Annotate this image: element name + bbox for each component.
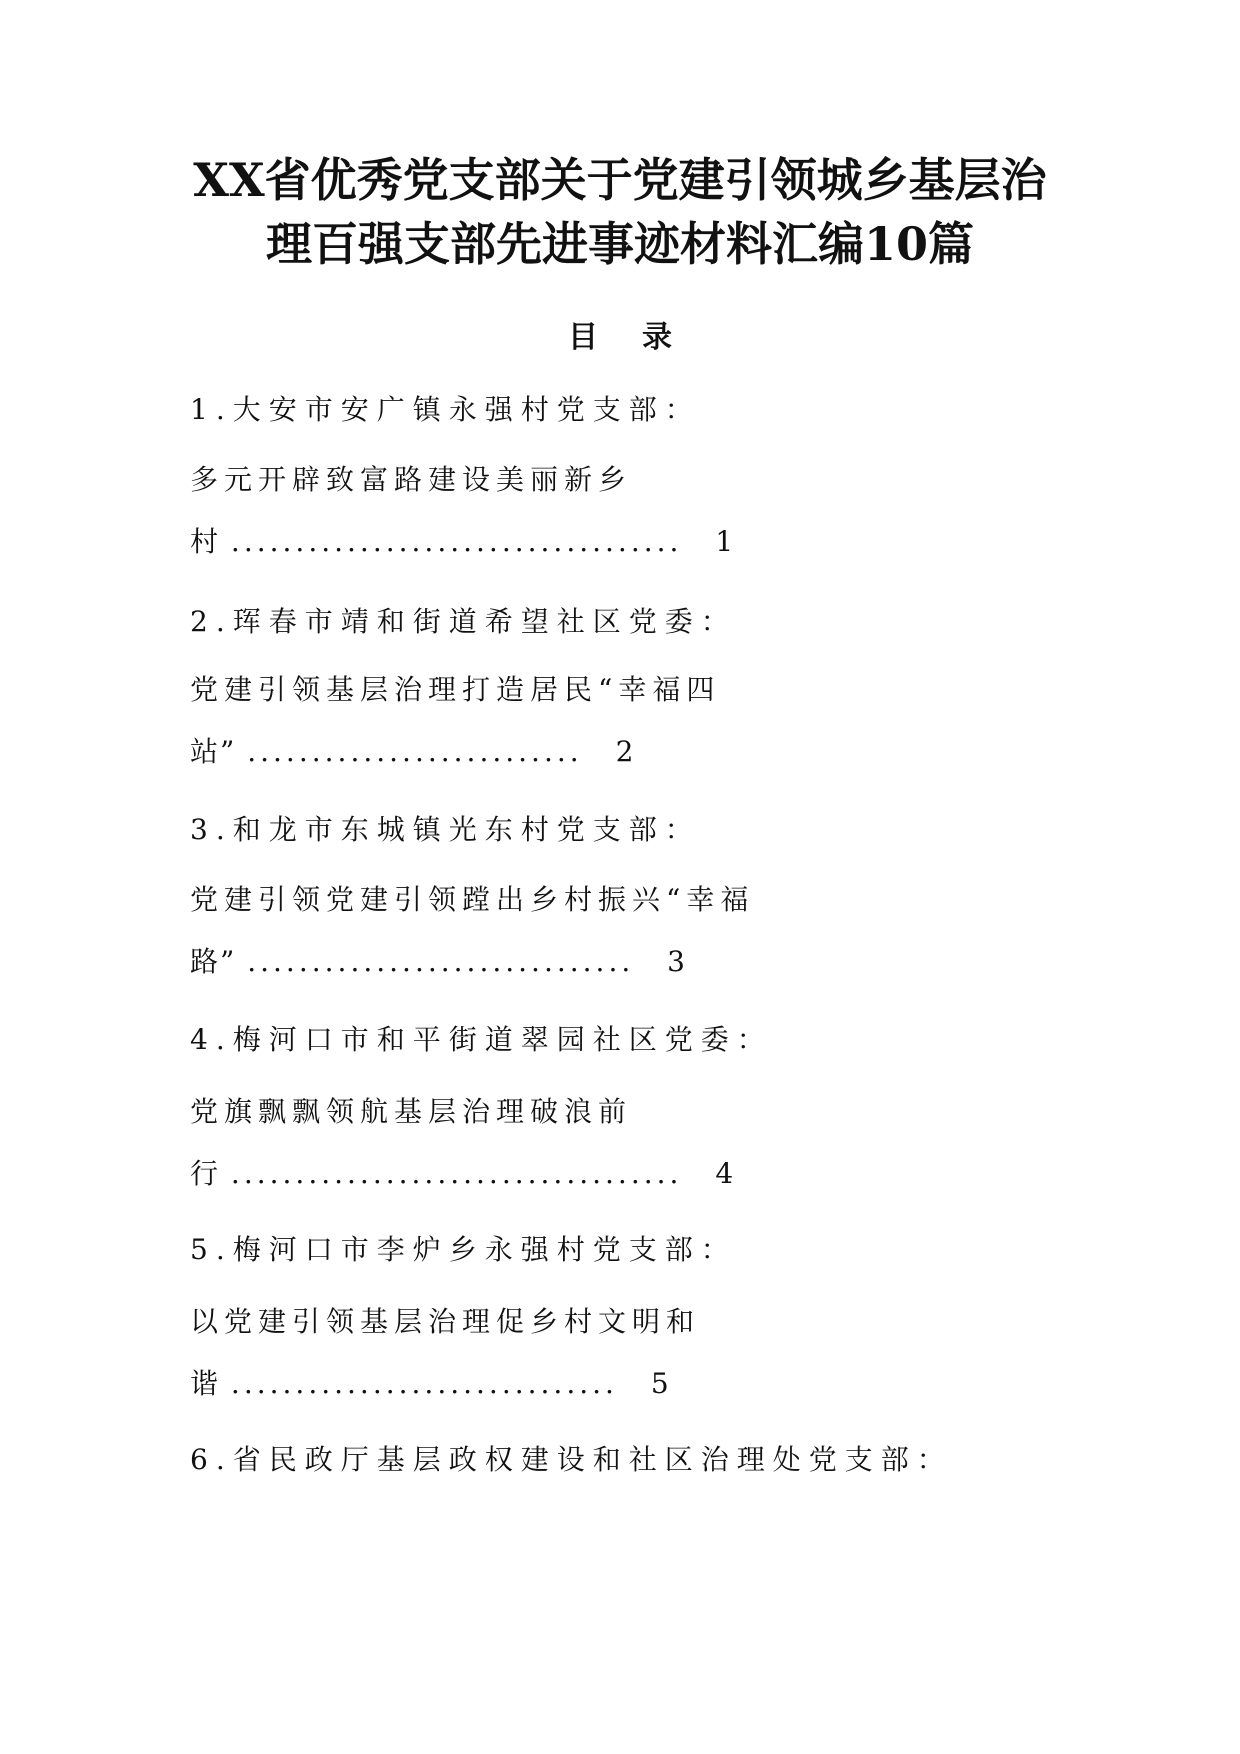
toc-entry-1-page-number: 1 xyxy=(715,525,734,558)
toc-entry-4-org: 4.梅河口市和平街道翠园社区党委： xyxy=(190,1023,773,1056)
toc-entry-5-title[interactable]: 以党建引领基层治理促乡村文明和 xyxy=(190,1305,701,1338)
toc-entry-4-title[interactable]: 党旗飘飘领航基层治理破浪前 xyxy=(190,1095,633,1128)
toc-entry-3-leader-line[interactable] xyxy=(190,942,685,982)
toc-entry-3-page-number: 3 xyxy=(667,945,685,978)
toc-entry-1-org: 1.大安市安广镇永强村党支部： xyxy=(190,393,701,426)
toc-entry-6-org: 6.省民政厅基层政权建设和社区治理处党支部： xyxy=(190,1443,953,1476)
document-title-line-1: XX省优秀党支部关于党建引领城乡基层治 xyxy=(193,153,1047,207)
toc-entry-3-title-tail: 路” xyxy=(190,945,237,978)
toc-entry-5-page-number: 5 xyxy=(650,1367,669,1400)
toc-entry-4-title-tail: 行 xyxy=(190,1157,221,1190)
toc-heading: 目录 xyxy=(568,320,716,355)
toc-entry-5-org: 5.梅河口市李炉乡永强村党支部： xyxy=(190,1233,737,1266)
toc-entry-4-page-number: 4 xyxy=(715,1157,734,1190)
toc-entry-2-page-number: 2 xyxy=(615,735,634,768)
toc-entry-2-dot-leader: .......................... xyxy=(247,735,583,768)
toc-entry-1-dot-leader: ................................... xyxy=(230,525,683,558)
toc-entry-2-leader-line[interactable] xyxy=(190,732,633,772)
toc-entry-1-leader-line[interactable] xyxy=(190,522,733,562)
toc-entry-3-dot-leader: .............................. xyxy=(247,945,635,978)
toc-entry-1-title[interactable]: 多元开辟致富路建设美丽新乡 xyxy=(190,463,633,496)
toc-entry-5-leader-line[interactable] xyxy=(190,1364,669,1404)
toc-entry-2-title[interactable]: 党建引领基层治理打造居民“幸福四 xyxy=(190,673,721,706)
document-title-line-2: 理百强支部先进事迹材料汇编10篇 xyxy=(265,217,974,271)
toc-entry-4-leader-line[interactable] xyxy=(190,1154,733,1194)
toc-entry-3-org: 3.和龙市东城镇光东村党支部： xyxy=(190,813,701,846)
toc-entry-2-org: 2.珲春市靖和街道希望社区党委： xyxy=(190,605,737,638)
toc-entry-1-title-tail: 村 xyxy=(190,525,221,558)
toc-entry-3-title[interactable]: 党建引领党建引领蹚出乡村振兴“幸福 xyxy=(190,883,755,916)
toc-entry-5-dot-leader: .............................. xyxy=(230,1367,618,1400)
toc-entry-4-dot-leader: ................................... xyxy=(230,1157,683,1190)
toc-entry-5-title-tail: 谐 xyxy=(190,1367,221,1400)
toc-entry-2-title-tail: 站” xyxy=(190,735,237,768)
